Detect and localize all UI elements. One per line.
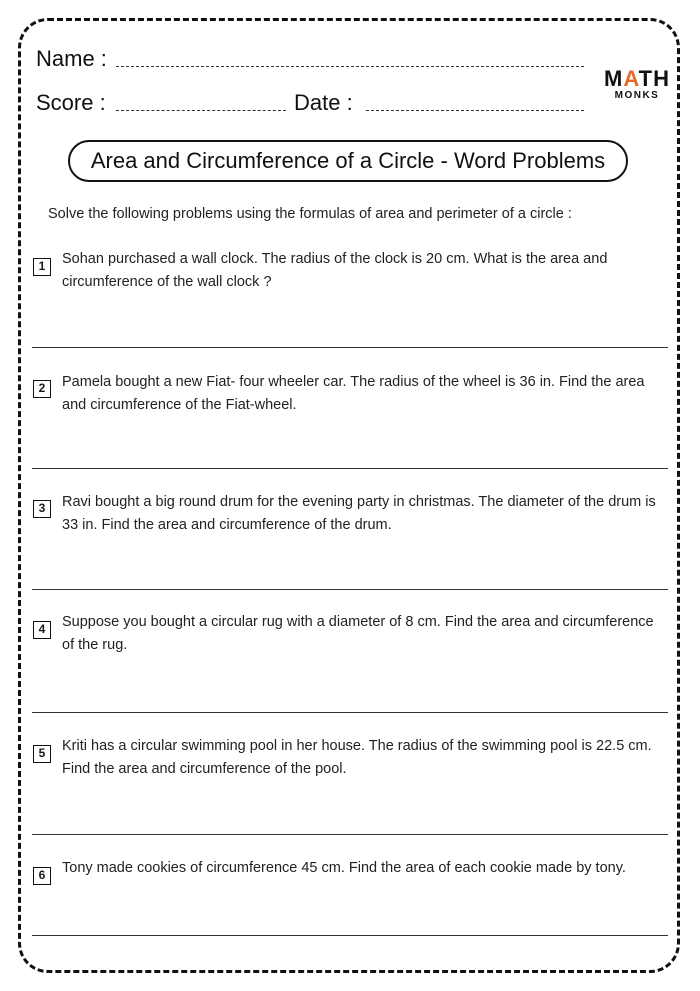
problem-number: 4 <box>33 621 51 639</box>
score-label: Score : <box>36 90 106 115</box>
problem-text: Ravi bought a big round drum for the evening party in christmas. The diameter of the drum is 33 in. Find the area and circumference of the drum. <box>62 494 656 533</box>
problem-number: 1 <box>33 258 51 276</box>
problem-text: Tony made cookies of circumference 45 cm. Find the area of each cookie made by tony. <box>62 860 626 876</box>
problem-number: 3 <box>33 500 51 518</box>
problem-text: Pamela bought a new Fiat- four wheeler car. The radius of the wheel is 36 in. Find the area and circumference of the Fiat-wheel. <box>62 374 645 413</box>
problem-number: 6 <box>33 867 51 885</box>
answer-line <box>32 347 668 348</box>
name-label: Name : <box>36 46 107 71</box>
score-blank[interactable] <box>116 110 286 111</box>
answer-line <box>32 834 668 835</box>
instructions: Solve the following problems using the formulas of area and perimeter of a circle : <box>48 206 572 222</box>
answer-line <box>32 468 668 469</box>
math-monks-logo <box>600 68 674 102</box>
answer-line <box>32 935 668 936</box>
problem-number: 2 <box>33 380 51 398</box>
problem-text: Kriti has a circular swimming pool in her house. The radius of the swimming pool is 22.5 cm. Find the area and circumference of the pool. <box>62 738 652 777</box>
date-blank[interactable] <box>366 110 584 111</box>
problem-text: Suppose you bought a circular rug with a diameter of 8 cm. Find the area and circumference of the rug. <box>62 614 654 653</box>
name-blank[interactable] <box>116 66 584 67</box>
problem-number: 5 <box>33 745 51 763</box>
date-label: Date : <box>294 90 353 115</box>
answer-line <box>32 712 668 713</box>
logo-subtitle: MONKS <box>614 90 660 101</box>
answer-line <box>32 589 668 590</box>
worksheet-title: Area and Circumference of a Circle - Word Problems <box>68 140 628 182</box>
logo-wordmark: MATH <box>604 66 670 91</box>
problem-text: Sohan purchased a wall clock. The radius of the clock is 20 cm. What is the area and circumference of the wall clock ? <box>62 251 608 290</box>
